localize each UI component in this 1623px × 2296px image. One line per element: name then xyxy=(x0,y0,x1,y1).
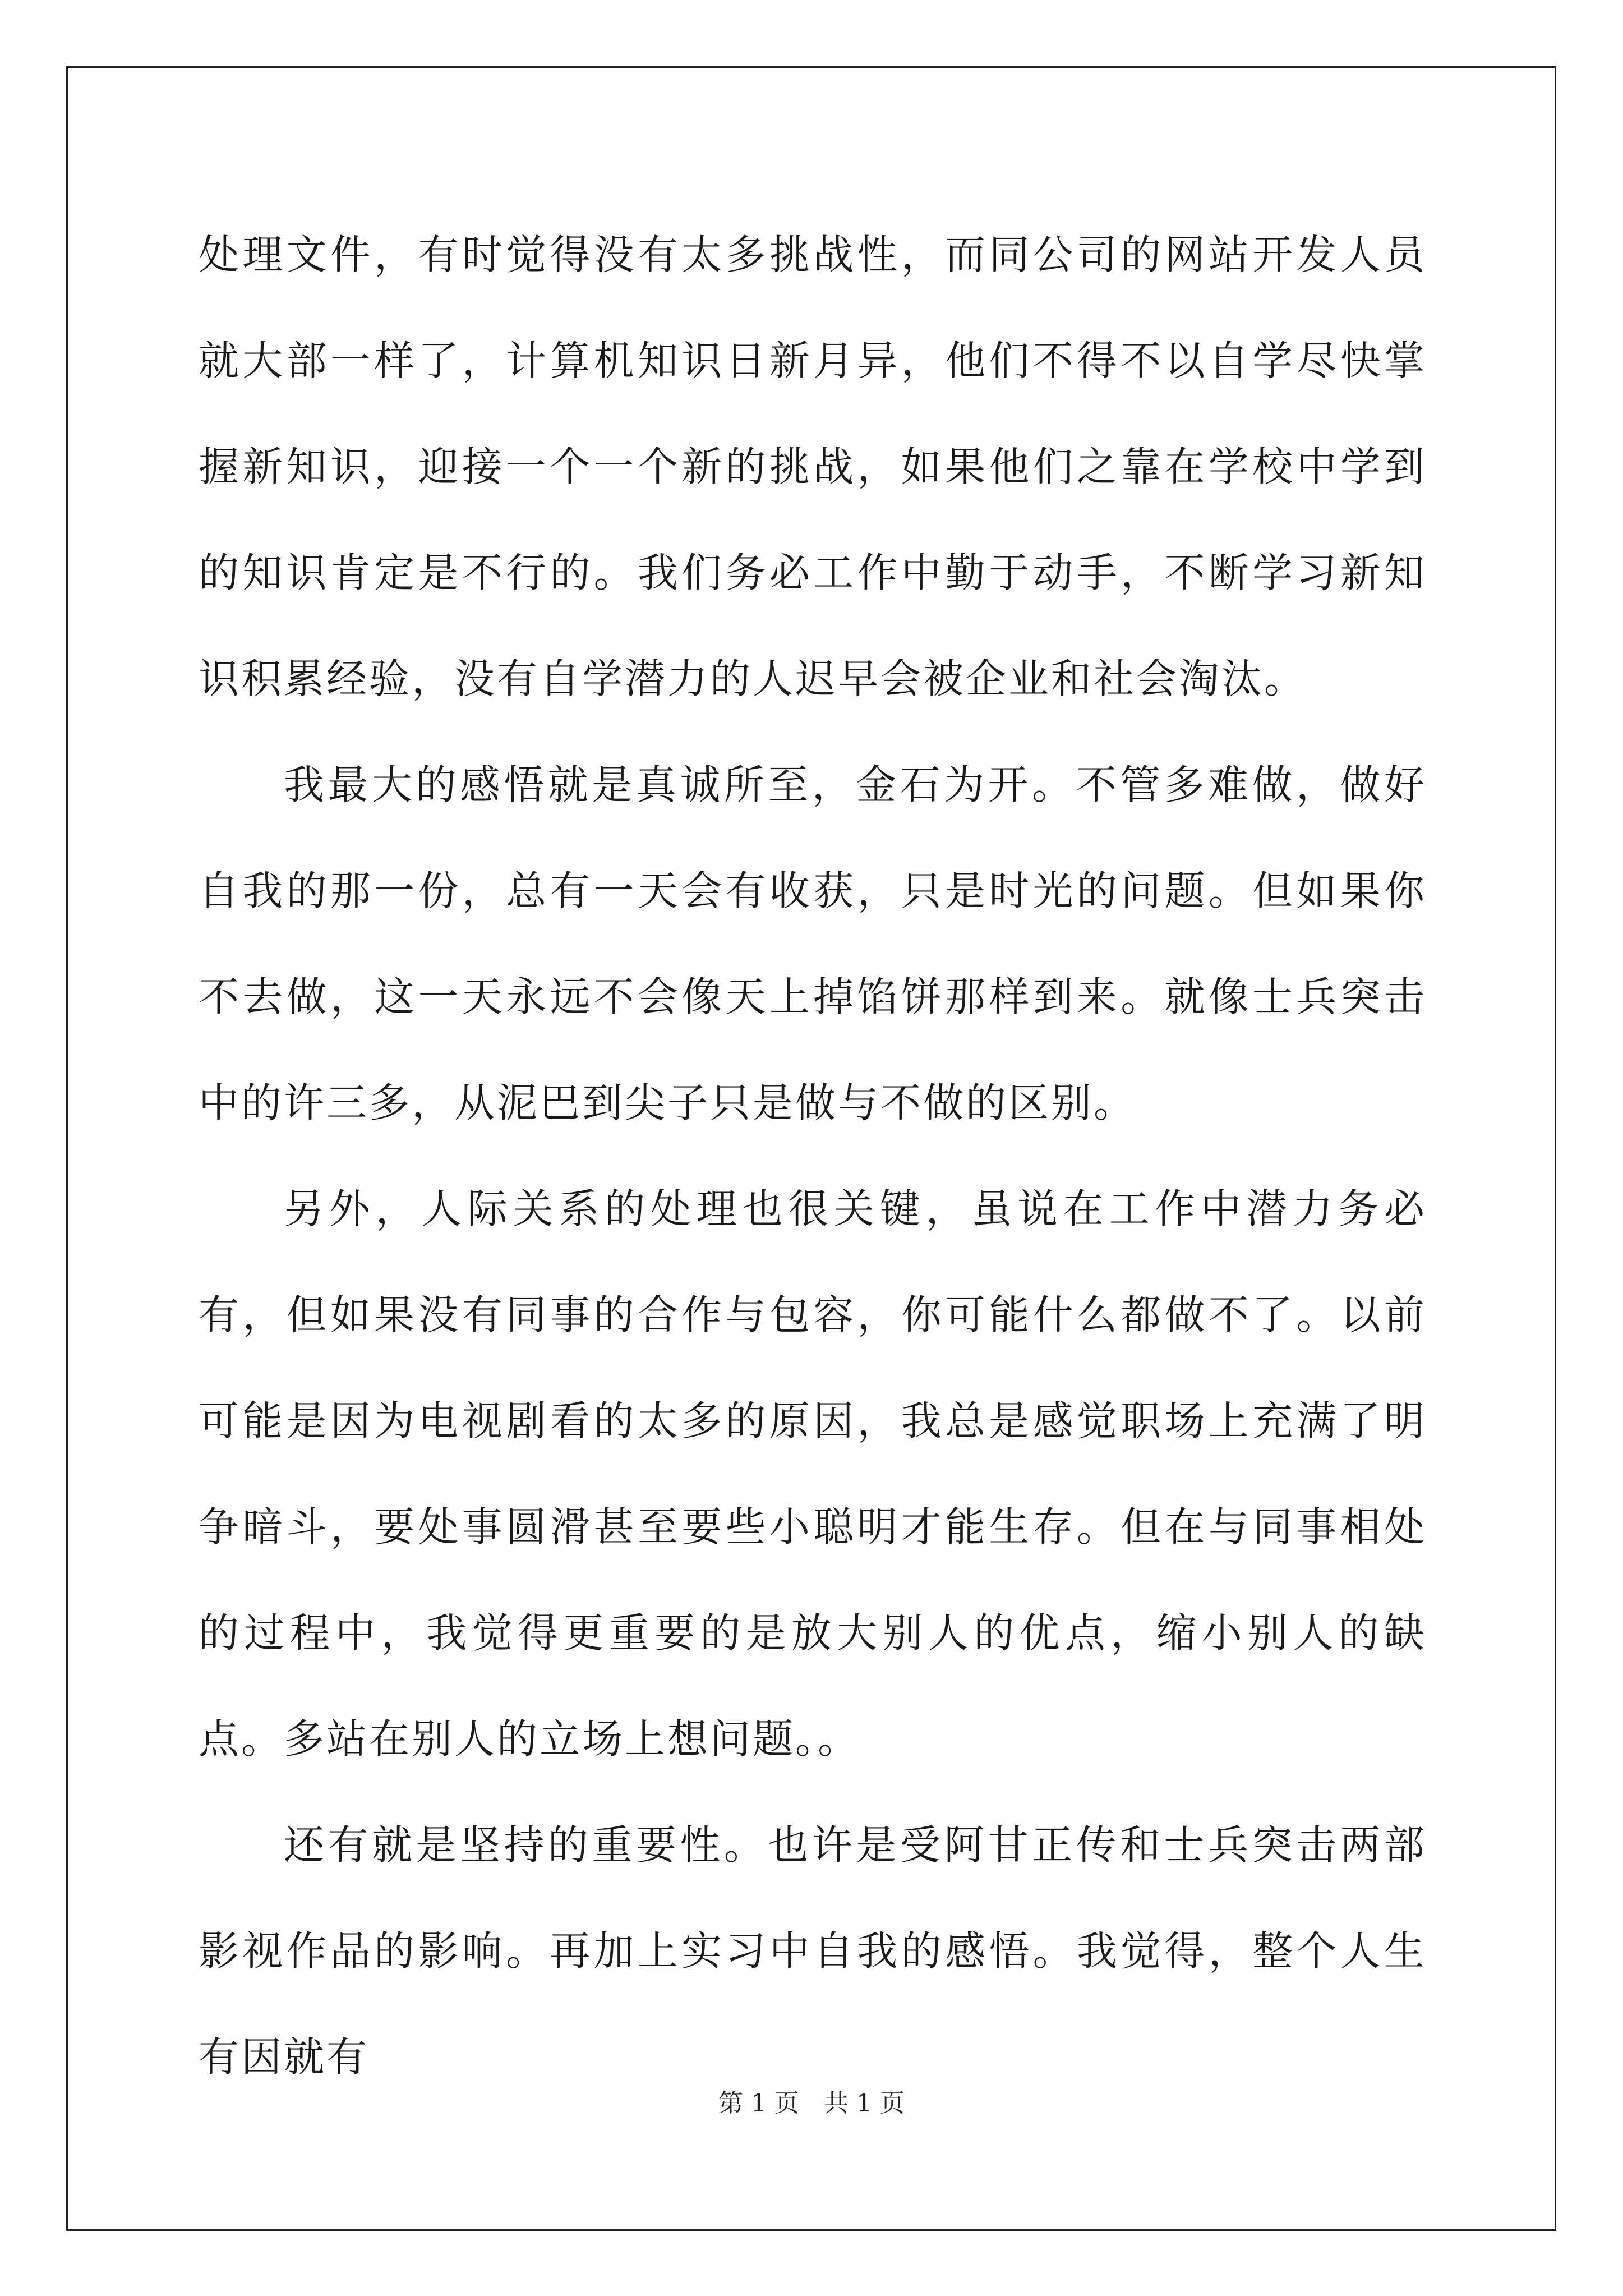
page-total: 共 1 页 xyxy=(824,2089,905,2118)
paragraph-2: 我最大的感悟就是真诚所至，金石为开。不管多难做，做好自我的那一份，总有一天会有收获，只是时光的问题。但如果你不去做，这一天永远不会像天上掉馅饼那样到来。就像士兵突击中的许三多，从泥巴到尖子只是做与不做的区别。 xyxy=(199,761,1427,1126)
paragraph-4: 还有就是坚持的重要性。也许是受阿甘正传和士兵突击两部影视作品的影响。再加上实习中自我的感悟。我觉得，整个人生有因就有 xyxy=(199,1821,1427,2081)
page-number: 第 1 页 xyxy=(718,2089,799,2118)
document-body xyxy=(199,202,1427,2110)
paragraph-3: 另外，人际关系的处理也很关键，虽说在工作中潜力务必有，但如果没有同事的合作与包容，你可能什么都做不了。以前可能是因为电视剧看的太多的原因，我总是感觉职场上充满了明争暗斗，要处事圆滑甚至要些小聪明才能生存。但在与同事相处的过程中，我觉得更重要的是放大别人的优点，缩小别人的缺点。多站在别人的立场上想问题。。 xyxy=(199,1185,1427,1763)
paragraph-1: 处理文件，有时觉得没有太多挑战性，而同公司的网站开发人员就大部一样了，计算机知识日新月异，他们不得不以自学尽快掌握新知识，迎接一个一个新的挑战，如果他们之靠在学校中学到的知识肯定是不行的。我们务必工作中勤于动手，不断学习新知识积累经验，没有自学潜力的人迟早会被企业和社会淘汰。 xyxy=(199,231,1427,702)
page-footer xyxy=(0,2087,1623,2120)
